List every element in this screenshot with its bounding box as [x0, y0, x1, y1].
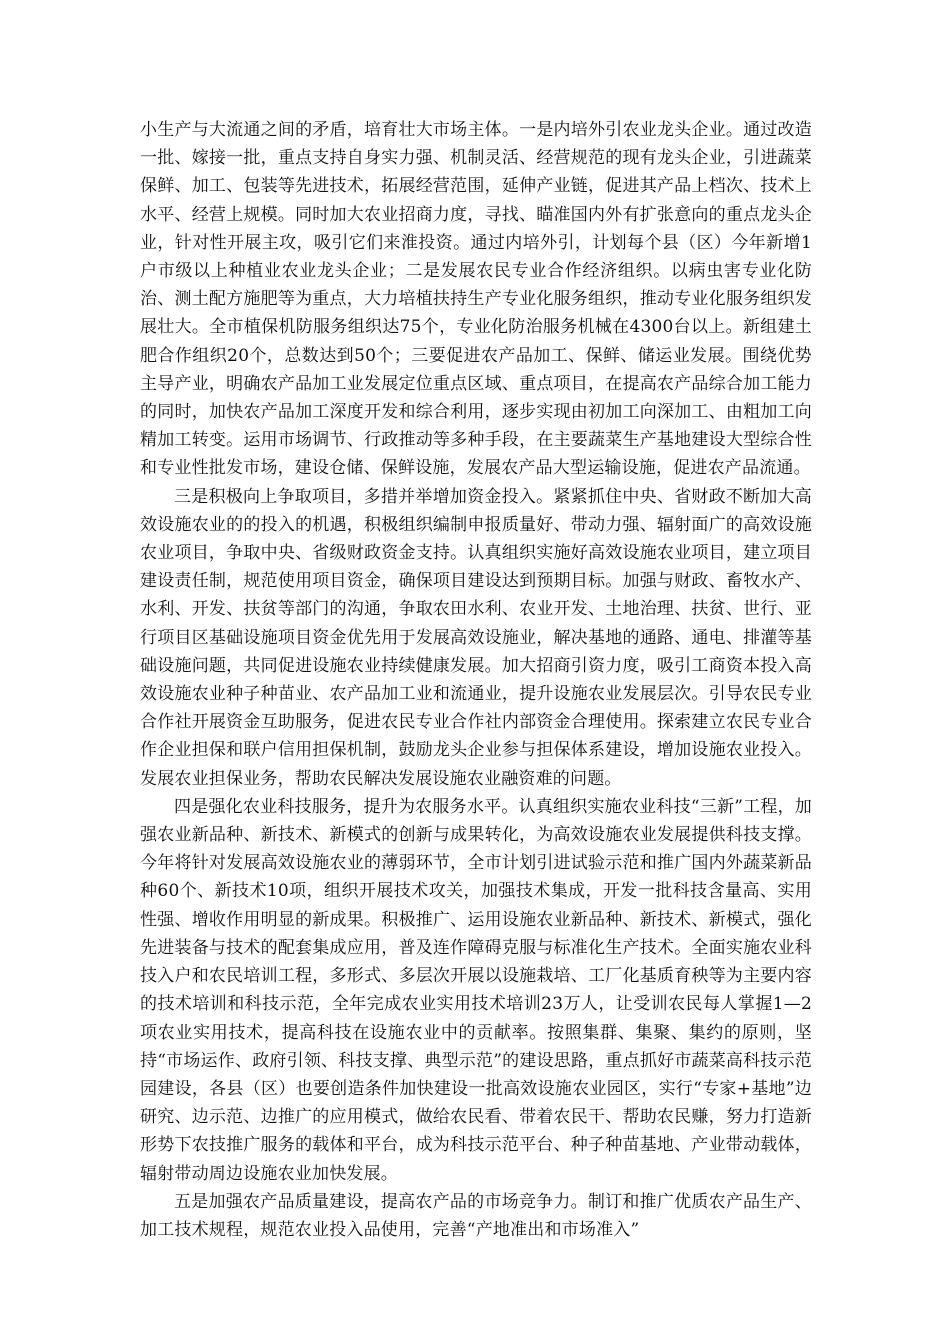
- document-body: [140, 116, 812, 1244]
- paragraph-leading-industry: 小生产与大流通之间的矛盾，培育壮大市场主体。一是内培外引农业龙头企业。通过改造一批、嫁接一批，重点支持自身实力强、机制灵活、经营规范的现有龙头企业，引进蔬菜保鲜、加工、包装等先进技术，拓展经营范围，延伸产业链，促进其产品上档次、技术上水平、经营上规模。同时加大农业招商力度，寻找、瞄准国内外有扩张意向的重点龙头企业，针对性开展主攻，吸引它们来淮投资。通过内培外引，计划每个县（区）今年新增1户市级以上种植业农业龙头企业；二是发展农民专业合作经济组织。以病虫害专业化防治、测土配方施肥等为重点，大力培植扶持生产专业化服务组织，推动专业化服务组织发展壮大。全市植保机防服务组织达75个，专业化防治服务机械在4300台以上。新组建土肥合作组织20个，总数达到50个；三要促进农产品加工、保鲜、储运业发展。围绕优势主导产业，明确农产品加工业发展定位重点区域、重点项目，在提高农产品综合加工能力的同时，加快农产品加工深度开发和综合利用，逐步实现由初加工向深加工、由粗加工向精加工转变。运用市场调节、行政推动等多种手段，在主要蔬菜生产基地建设大型综合性和专业性批发市场，建设仓储、保鲜设施，发展农产品大型运输设施，促进农产品流通。: [140, 120, 812, 479]
- paragraph-tech-service: 四是强化农业科技服务，提升为农服务水平。认真组织实施农业科技“三新”工程，加强农业新品种、新技术、新模式的创新与成果转化，为高效设施农业发展提供科技支撑。今年将针对发展高效设施农业的薄弱环节，全市计划引进试验示范和推广国内外蔬菜新品种60个、新技术10项，组织开展技术攻关，加强技术集成，开发一批科技含量高、实用性强、增收作用明显的新成果。积极推广、运用设施农业新品种、新技术、新模式，强化先进装备与技术的配套集成应用，普及连作障碍克服与标准化生产技术。全面实施农业科技入户和农民培训工程，多形式、多层次开展以设施栽培、工厂化基质育秧等为主要内容的技术培训和科技示范，全年完成农业实用技术培训23万人，让受训农民每人掌握1—2项农业实用技术，提高科技在设施农业中的贡献率。按照集群、集聚、集约的原则，坚持“市场运作、政府引领、科技支撑、典型示范”的建设思路，重点抓好市蔬菜高科技示范园建设，各县（区）也要创造条件加快建设一批高效设施农业园区，实行“专家+基地”边研究、边示范、边推广的应用模式，做给农民看、带着农民干、帮助农民赚，努力打造新形势下农技推广服务的载体和平台，成为科技示范平台、种子种苗基地、产业带动载体，辐射带动周边设施农业加快发展。: [140, 796, 812, 1184]
- paragraph-quality: 五是加强农产品质量建设，提高农产品的市场竞争力。制订和推广优质农产品生产、加工技术规程，规范农业投入品使用，完善“产地准出和市场准入”: [140, 1191, 812, 1240]
- paragraph-funding: 三是积极向上争取项目，多措并举增加资金投入。紧紧抓住中央、省财政不断加大高效设施农业的的投入的机遇，积极组织编制申报质量好、带动力强、辐射面广的高效设施农业项目，争取中央、省级财政资金支持。认真组织实施好高效设施农业项目，建立项目建设责任制，规范使用项目资金，确保项目建设达到预期目标。加强与财政、畜牧水产、水利、开发、扶贫等部门的沟通，争取农田水利、农业开发、土地治理、扶贫、世行、亚行项目区基础设施项目资金优先用于发展高效设施业，解决基地的通路、通电、排灌等基础设施问题，共同促进设施农业持续健康发展。加大招商引资力度，吸引工商资本投入高效设施农业种子种苗业、农产品加工业和流通业，提升设施农业发展层次。引导农民专业合作社开展资金互助服务，促进农民专业合作社内部资金合理使用。探索建立农民专业合作企业担保和联户信用担保机制，鼓励龙头企业参与担保体系建设，增加设施农业投入。发展农业担保业务，帮助农民解决发展设施农业融资难的问题。: [140, 486, 812, 789]
